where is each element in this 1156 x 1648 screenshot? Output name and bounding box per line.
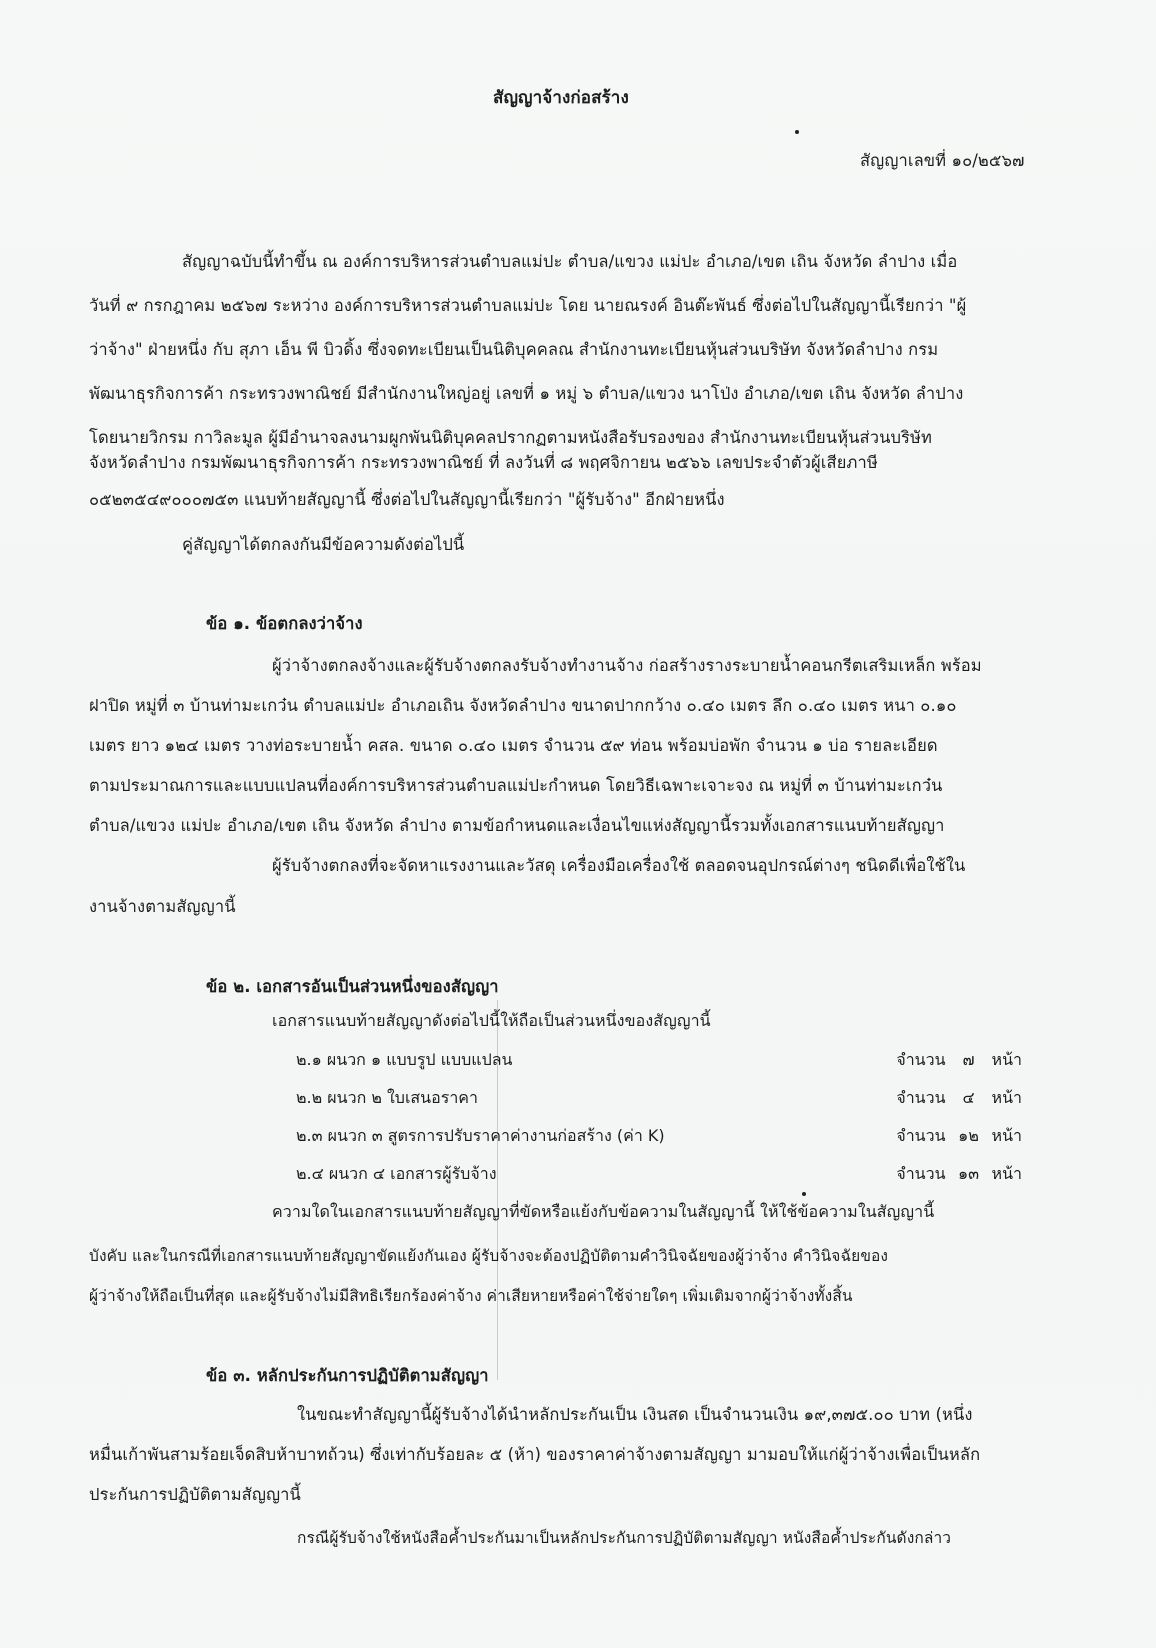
clause-3-heading: ข้อ ๓. หลักประกันการปฏิบัติตามสัญญา xyxy=(206,1366,489,1385)
clause-2-text-line: ผู้ว่าจ้างให้ถือเป็นที่สุด และผู้รับจ้างไม่มีสิทธิเรียกร้องค่าจ้าง ค่าเสียหายหรือค่าใช้จ่ายใดๆ เพิ่มเติมจากผู้ว่าจ้างทั้งสิ้น xyxy=(89,1287,853,1305)
contract-number: สัญญาเลขที่ ๑๐/๒๕๖๗ xyxy=(860,151,1025,170)
attachment-page-count: จำนวน ๗ หน้า xyxy=(896,1050,1022,1069)
preamble-line: ว่าจ้าง" ฝ่ายหนึ่ง กับ สุภา เอ็น พี บิวดิ้ง ซึ่งจดทะเบียนเป็นนิติบุคคลณ สำนักงานทะเบียนหุ้นส่วนบริษัท จังหวัดลำปาง กรม xyxy=(89,340,939,359)
preamble-line: วันที่ ๙ กรกฎาคม ๒๕๖๗ ระหว่าง องค์การบริหารส่วนตำบลแม่ปะ โดย นายณรงค์ อินต๊ะพันธ์ ซึ่งต่อไปในสัญญานี้เรียกว่า "ผู้ xyxy=(89,296,967,315)
clause-2-heading: ข้อ ๒. เอกสารอันเป็นส่วนหนึ่งของสัญญา xyxy=(206,977,499,996)
clause-3-text-line: ประกันการปฏิบัติตามสัญญานี้ xyxy=(89,1485,301,1504)
attachment-page-count: จำนวน ๑๒ หน้า xyxy=(896,1126,1022,1145)
preamble-line: โดยนายวิกรม กาวิละมูล ผู้มีอำนาจลงนามผูกพันนิติบุคคลปรากฏตามหนังสือรับรองของ สำนักงานทะเบียนหุ้นส่วนบริษัท xyxy=(89,428,932,447)
clause-1-text-line: ตำบล/แขวง แม่ปะ อำเภอ/เขต เถิน จังหวัด ลำปาง ตามข้อกำหนดและเงื่อนไขแห่งสัญญานี้รวมทั้งเอกสารแนบท้ายสัญญา xyxy=(89,816,945,835)
clause-3-text-line: กรณีผู้รับจ้างใช้หนังสือค้ำประกันมาเป็นหลักประกันการปฏิบัติตามสัญญา หนังสือค้ำประกันดังกล่าว xyxy=(297,1529,952,1547)
attachment-page-count: จำนวน ๔ หน้า xyxy=(896,1088,1022,1107)
attachment-label: ๒.๒ ผนวก ๒ ใบเสนอราคา xyxy=(296,1088,478,1107)
scan-speck xyxy=(802,1192,806,1196)
clause-1-text-line: ฝาปิด หมู่ที่ ๓ บ้านท่ามะเกว๋น ตำบลแม่ปะ อำเภอเถิน จังหวัดลำปาง ขนาดปากกว้าง ๐.๔๐ เมตร ลึก ๐.๔๐ เมตร หนา ๐.๑๐ xyxy=(89,696,957,715)
clause-1-text-line: งานจ้างตามสัญญานี้ xyxy=(89,897,236,916)
clause-1-text-line: เมตร ยาว ๑๒๔ เมตร วางท่อระบายน้ำ คสล. ขนาด ๐.๔๐ เมตร จำนวน ๕๙ ท่อน พร้อมบ่อพัก จำนวน ๑ บ่อ รายละเอียด xyxy=(89,736,938,755)
clause-3-text-line: หมื่นเก้าพันสามร้อยเจ็ดสิบห้าบาทถ้วน) ซึ่งเท่ากับร้อยละ ๕ (ห้า) ของราคาค่าจ้างตามสัญญา มามอบให้แก่ผู้ว่าจ้างเพื่อเป็นหลัก xyxy=(89,1445,981,1464)
preamble-line: สัญญาฉบับนี้ทำขึ้น ณ องค์การบริหารส่วนตำบลแม่ปะ ตำบล/แขวง แม่ปะ อำเภอ/เขต เถิน จังหวัด ลำปาง เมื่อ xyxy=(182,252,958,271)
clause-2-text-line: บังคับ และในกรณีที่เอกสารแนบท้ายสัญญาขัดแย้งกันเอง ผู้รับจ้างจะต้องปฏิบัติตามคำวินิจฉัยของผู้ว่าจ้าง คำวินิจฉัยของ xyxy=(89,1247,889,1265)
clause-1-text-line: ตามประมาณการและแบบแปลนที่องค์การบริหารส่วนตำบลแม่ปะกำหนด โดยวิธีเฉพาะเจาะจง ณ หมู่ที่ ๓ บ้านท่ามะเกว๋น xyxy=(89,776,943,795)
clause-2-text-line: ความใดในเอกสารแนบท้ายสัญญาที่ขัดหรือแย้งกับข้อความในสัญญานี้ ให้ใช้ข้อความในสัญญานี้ xyxy=(272,1202,935,1221)
attachment-label: ๒.๓ ผนวก ๓ สูตรการปรับราคาค่างานก่อสร้าง (ค่า K) xyxy=(296,1126,665,1145)
clause-3-text-line: ในขณะทำสัญญานี้ผู้รับจ้างได้นำหลักประกันเป็น เงินสด เป็นจำนวนเงิน ๑๙,๓๗๕.๐๐ บาท (หนึ่ง xyxy=(297,1405,973,1424)
preamble-line: พัฒนาธุรกิจการค้า กระทรวงพาณิชย์ มีสำนักงานใหญ่อยู่ เลขที่ ๑ หมู่ ๖ ตำบล/แขวง นาโป่ง อำเภอ/เขต เถิน จังหวัด ลำปาง xyxy=(89,384,964,403)
attachment-page-count: จำนวน ๑๓ หน้า xyxy=(896,1164,1022,1183)
clause-1-text-line: ผู้รับจ้างตกลงที่จะจัดหาแรงงานและวัสดุ เครื่องมือเครื่องใช้ ตลอดจนอุปกรณ์ต่างๆ ชนิดดีเพื่อใช้ใน xyxy=(272,856,966,875)
attachment-label: ๒.๑ ผนวก ๑ แบบรูป แบบแปลน xyxy=(296,1050,513,1069)
attachment-label: ๒.๔ ผนวก ๔ เอกสารผู้รับจ้าง xyxy=(296,1164,497,1183)
agreement-intro: คู่สัญญาได้ตกลงกันมีข้อความดังต่อไปนี้ xyxy=(182,535,465,554)
clause-1-heading: ข้อ ๑. ข้อตกลงว่าจ้าง xyxy=(206,614,363,633)
scan-speck xyxy=(795,130,799,134)
clause-2-intro: เอกสารแนบท้ายสัญญาดังต่อไปนี้ให้ถือเป็นส่วนหนึ่งของสัญญานี้ xyxy=(272,1011,711,1030)
clause-1-text-line: ผู้ว่าจ้างตกลงจ้างและผู้รับจ้างตกลงรับจ้างทำงานจ้าง ก่อสร้างรางระบายน้ำคอนกรีตเสริมเหล็ก พร้อม xyxy=(272,656,982,675)
preamble-line: จังหวัดลำปาง กรมพัฒนาธุรกิจการค้า กระทรวงพาณิชย์ ที่ ลงวันที่ ๘ พฤศจิกายน ๒๕๖๖ เลขประจำตัวผู้เสียภาษี xyxy=(89,453,878,472)
document-title: สัญญาจ้างก่อสร้าง xyxy=(493,88,629,108)
preamble-line: ๐๕๒๓๕๔๙๐๐๐๗๕๓ แนบท้ายสัญญานี้ ซึ่งต่อไปในสัญญานี้เรียกว่า "ผู้รับจ้าง" อีกฝ่ายหนึ่ง xyxy=(89,490,725,509)
